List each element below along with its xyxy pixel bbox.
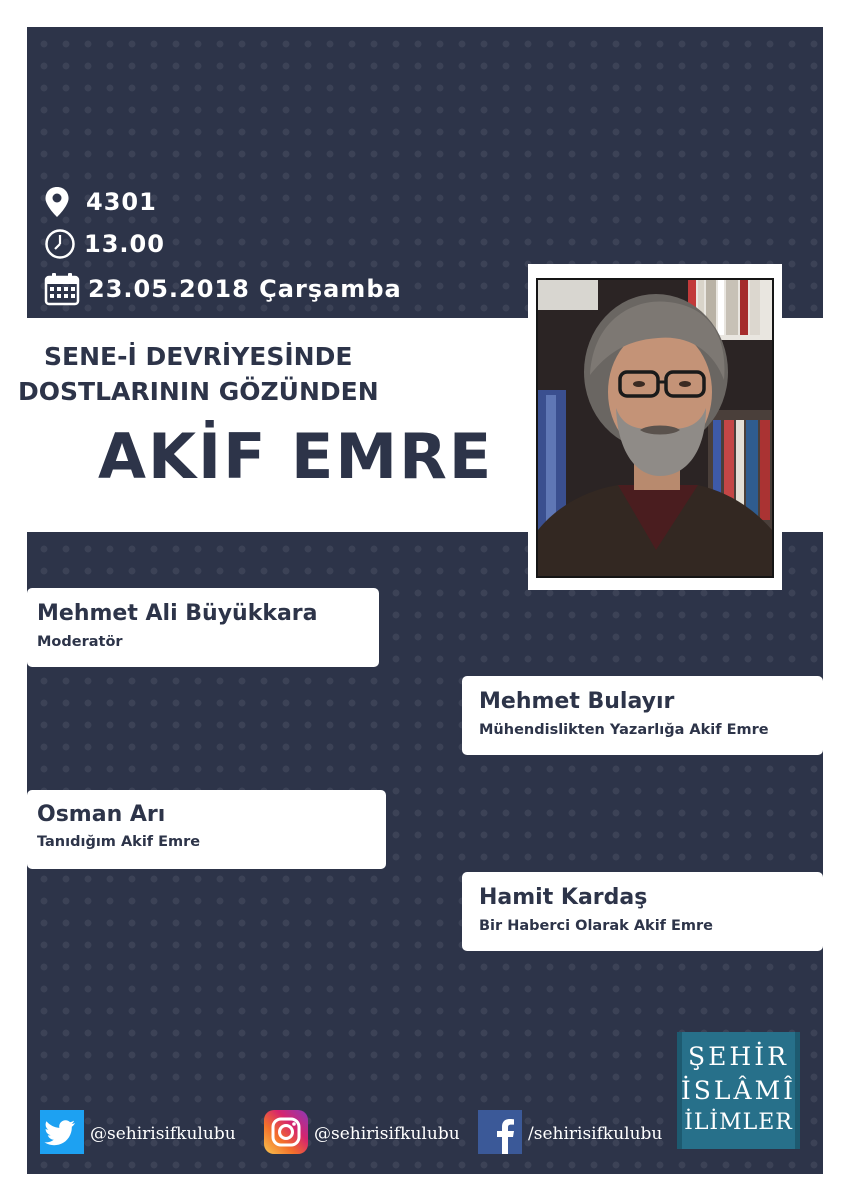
speaker-topic-2: Mühendislikten Yazarlığa Akif Emre — [479, 722, 769, 738]
facebook-link[interactable] — [478, 1110, 662, 1158]
calendar-icon — [44, 272, 80, 306]
instagram-icon — [264, 1110, 308, 1158]
room-number: 4301 — [86, 188, 157, 216]
portrait-photo — [538, 280, 772, 576]
event-date: 23.05.2018 Çarşamba — [88, 275, 402, 303]
speaker-card-4 — [462, 872, 823, 951]
twitter-link[interactable] — [40, 1110, 236, 1158]
title-line-1: SENE-İ DEVRİYESİNDE — [44, 342, 353, 371]
speaker-photo-frame — [528, 264, 782, 590]
time-row — [44, 228, 165, 260]
clock-icon — [44, 228, 76, 260]
sehir-islami-ilimler-logo — [677, 1032, 800, 1149]
speaker-name-1: Mehmet Ali Büyükkara — [37, 601, 318, 626]
speaker-topic-1: Moderatör — [37, 634, 123, 650]
logo-line-3: İLİMLER — [684, 1110, 793, 1135]
location-row — [44, 186, 157, 218]
speaker-name-4: Hamit Kardaş — [479, 885, 648, 910]
speaker-topic-3: Tanıdığım Akif Emre — [37, 834, 201, 850]
speaker-topic-4: Bir Haberci Olarak Akif Emre — [479, 918, 714, 934]
twitter-handle: @sehirisifkulubu — [90, 1124, 236, 1144]
facebook-handle: /sehirisifkulubu — [528, 1124, 663, 1144]
instagram-link[interactable] — [264, 1110, 460, 1158]
title-line-2: DOSTLARININ GÖZÜNDEN — [18, 377, 379, 406]
speaker-name-2: Mehmet Bulayır — [479, 689, 675, 714]
instagram-handle: @sehirisifkulubu — [314, 1124, 460, 1144]
logo-line-1: ŞEHİR — [688, 1042, 789, 1071]
speaker-name-3: Osman Arı — [37, 802, 166, 827]
date-row — [44, 272, 402, 306]
location-pin-icon — [44, 186, 70, 218]
facebook-icon — [478, 1110, 522, 1158]
event-time: 13.00 — [84, 230, 165, 258]
speaker-card-1 — [27, 588, 379, 667]
speaker-card-2 — [462, 676, 823, 755]
twitter-icon — [40, 1110, 84, 1158]
logo-line-2: İSLÂMÎ — [680, 1076, 797, 1105]
main-title: AKİF EMRE — [98, 420, 494, 493]
